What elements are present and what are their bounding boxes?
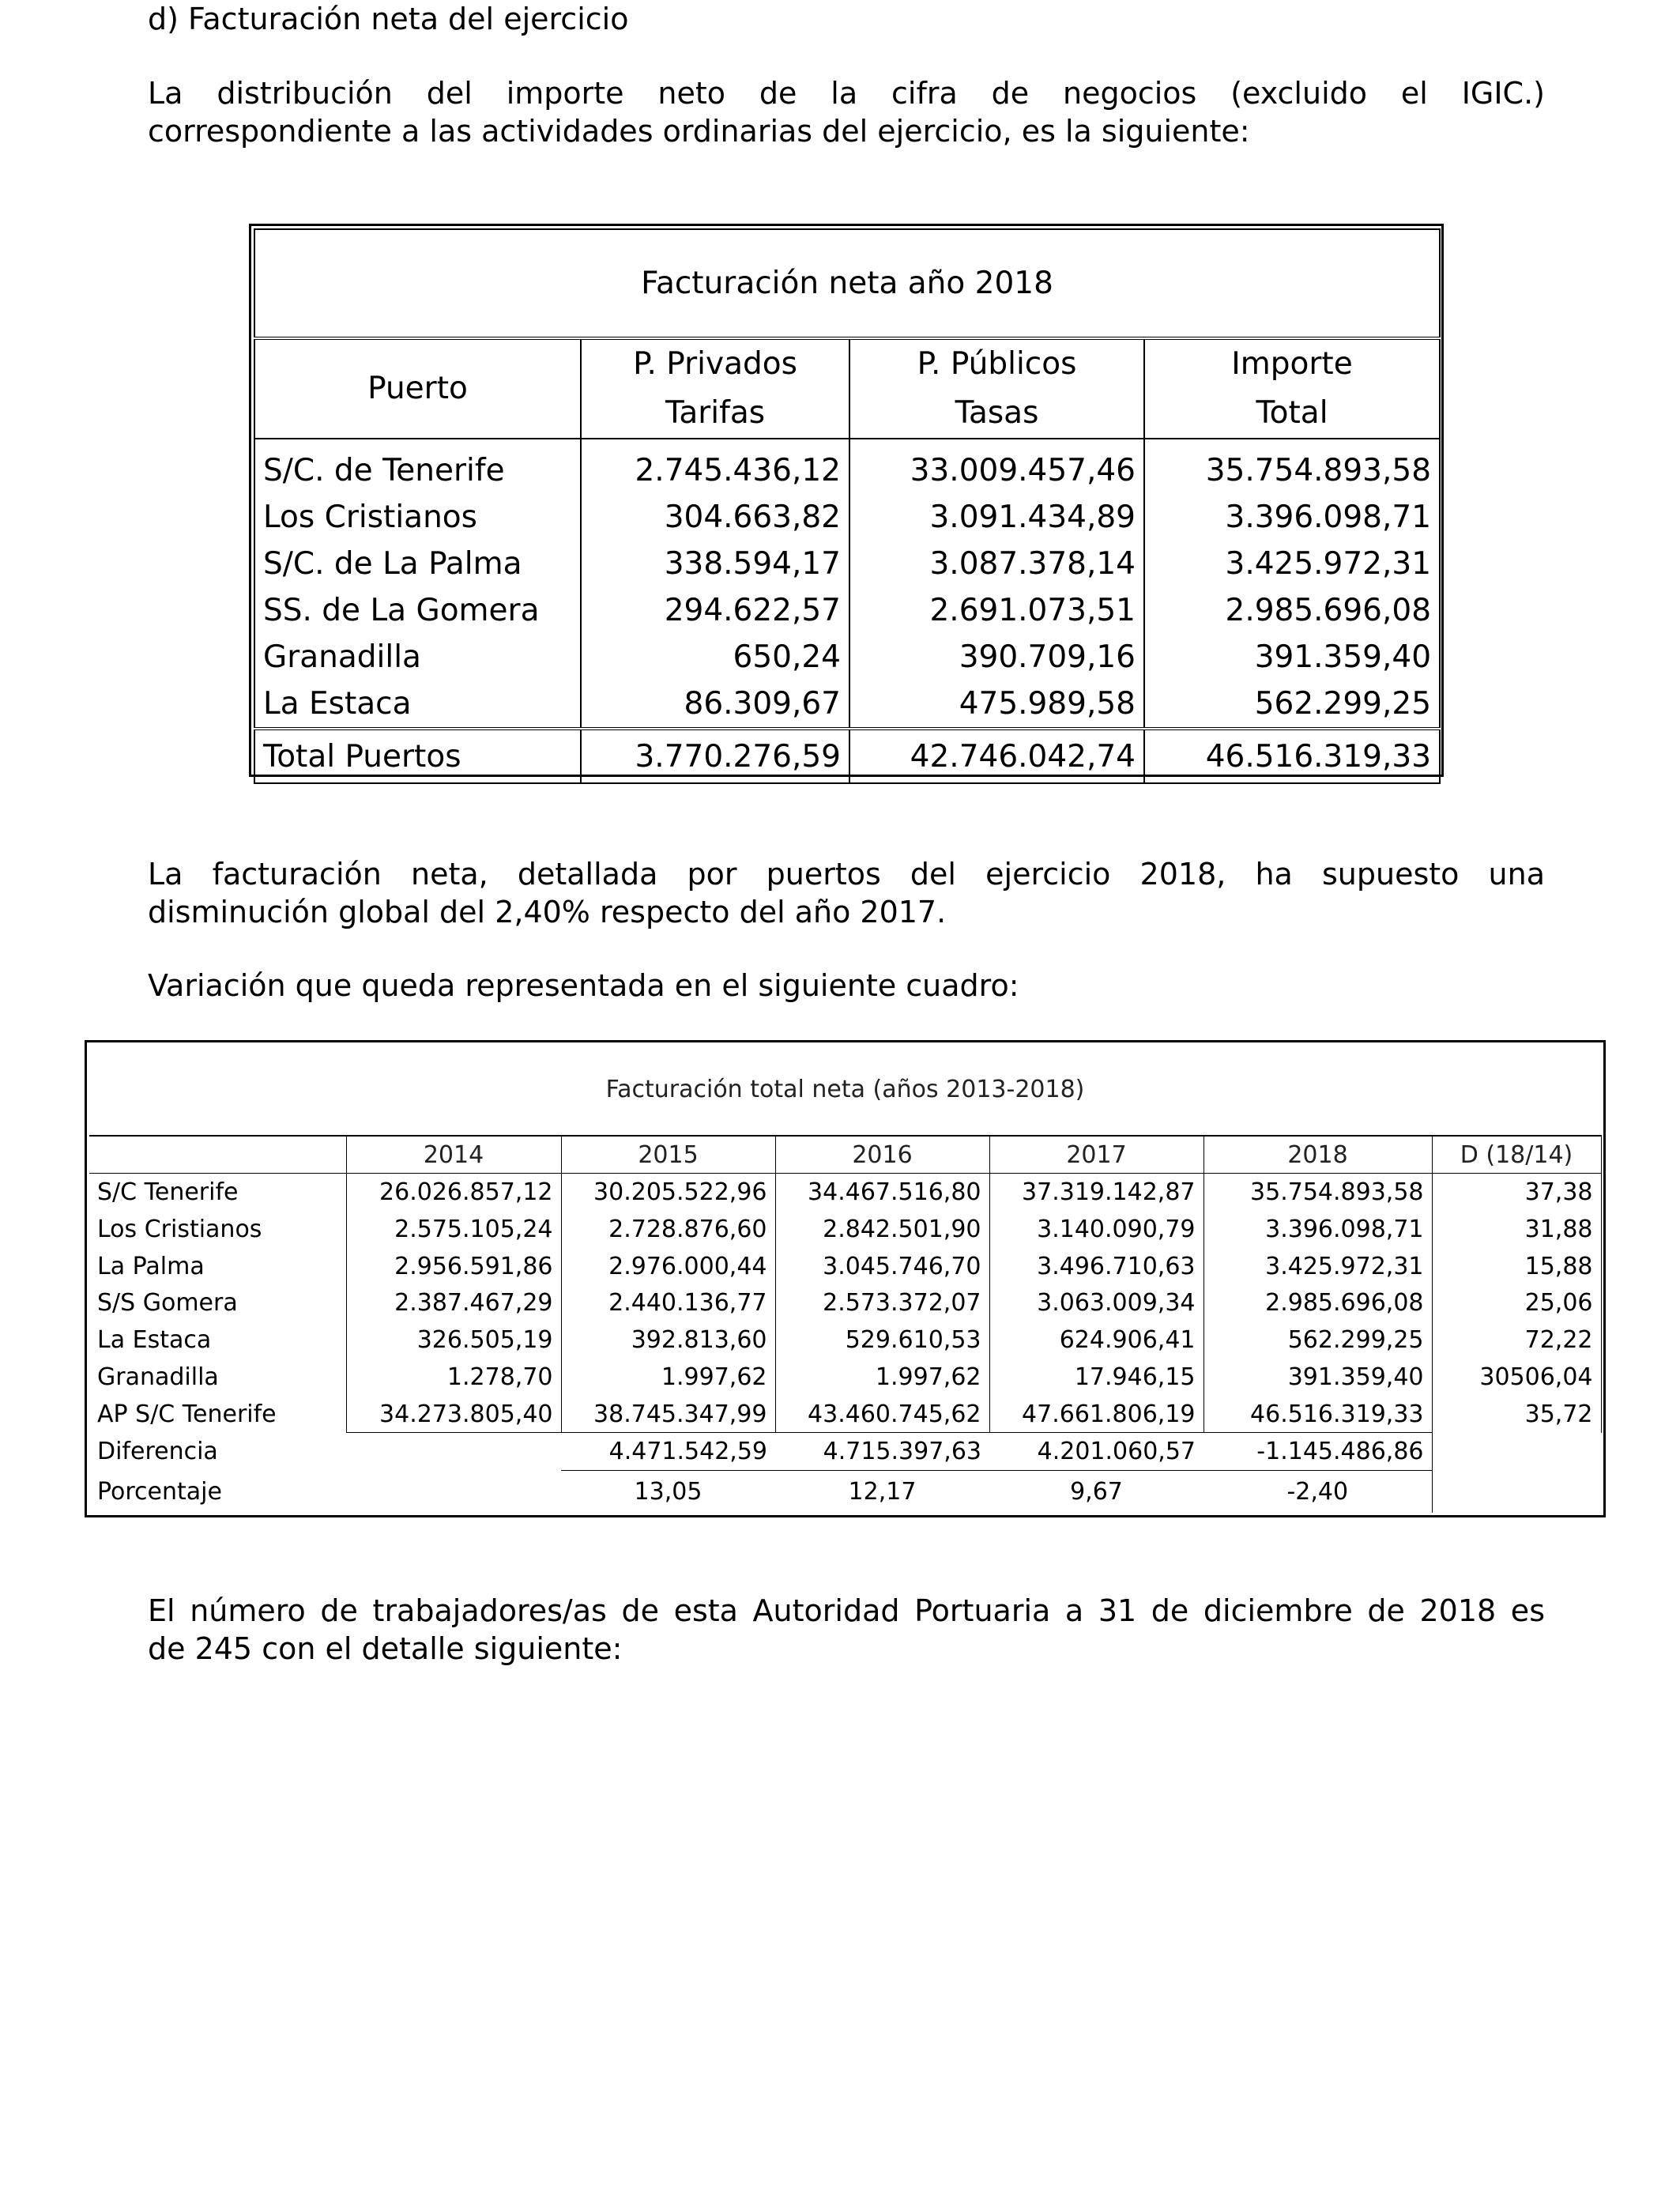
section-heading: d) Facturación neta del ejercicio: [148, 2, 629, 36]
table1-header-privados: P. Privados Tarifas: [581, 338, 849, 439]
row-label: AP S/C Tenerife: [89, 1396, 346, 1433]
table1-header-total: Importe Total: [1144, 338, 1440, 439]
total-value: 3.425.972,31: [1144, 541, 1440, 587]
table1-total-row: [254, 729, 1440, 783]
diferencia-row: [89, 1433, 1601, 1471]
cell-value: -2,40: [1286, 1478, 1349, 1506]
porcentaje-row: [89, 1471, 1601, 1513]
cell-value: 47.661.806,19: [989, 1396, 1203, 1433]
publicos-value: 3.087.378,14: [849, 541, 1144, 587]
table-row: [89, 1359, 1601, 1396]
cell-value: 12,17: [848, 1478, 917, 1506]
table2-header-blank: [89, 1136, 346, 1174]
table-row: [254, 439, 1440, 494]
cell-value: 30.205.522,96: [561, 1174, 775, 1211]
delta-header: D (18/14): [1432, 1136, 1601, 1174]
paragraph-workers-line1: El número de trabajadores/as de esta Autoridad Portuaria a 31 de diciembre de 2018 es: [148, 1593, 1545, 1628]
cell-value: 3.063.009,34: [989, 1285, 1203, 1322]
row-label: S/S Gomera: [89, 1285, 346, 1322]
cell-value: 37.319.142,87: [989, 1174, 1203, 1211]
total-value: 2.985.696,08: [1144, 587, 1440, 634]
cell-value: 43.460.745,62: [775, 1396, 989, 1433]
year-header: 2017: [989, 1136, 1203, 1174]
total-label: Total Puertos: [254, 729, 581, 783]
port-name: S/C. de La Palma: [254, 541, 581, 587]
table-row: [89, 1174, 1601, 1211]
cell-value: 2.985.696,08: [1203, 1285, 1432, 1322]
publicos-value: 2.691.073,51: [849, 587, 1144, 634]
publicos-value: 390.709,16: [849, 634, 1144, 680]
cell-value: 2.956.591,86: [346, 1248, 561, 1285]
total-value: 391.359,40: [1144, 634, 1440, 680]
year-header: 2014: [346, 1136, 561, 1174]
publicos-value: 33.009.457,46: [849, 439, 1144, 494]
cell-value: 3.425.972,31: [1203, 1248, 1432, 1285]
total-publicos: 42.746.042,74: [849, 729, 1144, 783]
table-row: [254, 494, 1440, 541]
empty-cell: [1432, 1433, 1601, 1471]
table-row: [89, 1285, 1601, 1322]
cell-value: 13,05: [634, 1478, 703, 1506]
row-label: Los Cristianos: [89, 1211, 346, 1248]
cell-value: 2.728.876,60: [561, 1211, 775, 1248]
privados-value: 86.309,67: [581, 680, 849, 729]
cell-value: 1.997,62: [775, 1359, 989, 1396]
table2-title: Facturación total neta (años 2013-2018): [89, 1045, 1601, 1136]
cell-value: 562.299,25: [1203, 1321, 1432, 1359]
privados-value: 294.622,57: [581, 587, 849, 634]
publicos-value: 3.091.434,89: [849, 494, 1144, 541]
cell-value: 9,67: [1070, 1478, 1123, 1506]
empty-cell: [346, 1471, 561, 1513]
table-row: [254, 587, 1440, 634]
port-name: SS. de La Gomera: [254, 587, 581, 634]
table-row: [254, 634, 1440, 680]
paragraph-variation: Variación que queda representada en el siguiente cuadro:: [148, 968, 1019, 1003]
intro-paragraph-line2: correspondiente a las actividades ordinarias del ejercicio, es la siguiente:: [148, 114, 1250, 149]
net-billing-2018-table: [249, 224, 1444, 777]
net-billing-2013-2018-table: [85, 1040, 1606, 1517]
cell-value: 26.026.857,12: [346, 1174, 561, 1211]
table-row: [89, 1396, 1601, 1433]
cell-value: 4.471.542,59: [561, 1433, 775, 1471]
cell-value: 72,22: [1432, 1321, 1601, 1359]
cell-value: 2.575.105,24: [346, 1211, 561, 1248]
cell-value: 15,88: [1432, 1248, 1601, 1285]
privados-value: 304.663,82: [581, 494, 849, 541]
table1-header-puerto: Puerto: [254, 338, 581, 439]
cell-value: 17.946,15: [989, 1359, 1203, 1396]
table2-header-row: [89, 1136, 1601, 1174]
year-header: 2018: [1203, 1136, 1432, 1174]
cell-value: 529.610,53: [775, 1321, 989, 1359]
cell-value: 2.440.136,77: [561, 1285, 775, 1322]
cell-value: 30506,04: [1432, 1359, 1601, 1396]
row-label: S/C Tenerife: [89, 1174, 346, 1211]
cell-value: 1.997,62: [561, 1359, 775, 1396]
cell-value: 37,38: [1432, 1174, 1601, 1211]
cell-value: 2.842.501,90: [775, 1211, 989, 1248]
cell-value: 4.715.397,63: [775, 1433, 989, 1471]
total-value: 562.299,25: [1144, 680, 1440, 729]
publicos-value: 475.989,58: [849, 680, 1144, 729]
paragraph-decrease-line2: disminución global del 2,40% respecto del año 2017.: [148, 895, 947, 929]
cell-value: 2.573.372,07: [775, 1285, 989, 1322]
cell-value: 25,06: [1432, 1285, 1601, 1322]
total-importe: 46.516.319,33: [1144, 729, 1440, 783]
cell-value: 2.976.000,44: [561, 1248, 775, 1285]
cell-value: 326.505,19: [346, 1321, 561, 1359]
cell-value: 35.754.893,58: [1203, 1174, 1432, 1211]
cell-value: 3.496.710,63: [989, 1248, 1203, 1285]
cell-value: 35,72: [1432, 1396, 1601, 1433]
row-label: La Palma: [89, 1248, 346, 1285]
port-name: Granadilla: [254, 634, 581, 680]
table-row: [89, 1321, 1601, 1359]
table-row: [89, 1248, 1601, 1285]
total-value: 35.754.893,58: [1144, 439, 1440, 494]
port-name: La Estaca: [254, 680, 581, 729]
cell-value: 2.387.467,29: [346, 1285, 561, 1322]
cell-value: 3.140.090,79: [989, 1211, 1203, 1248]
port-name: S/C. de Tenerife: [254, 439, 581, 494]
cell-value: 38.745.347,99: [561, 1396, 775, 1433]
table1-title: Facturación neta año 2018: [254, 229, 1440, 338]
year-header: 2015: [561, 1136, 775, 1174]
year-header: 2016: [775, 1136, 989, 1174]
privados-value: 2.745.436,12: [581, 439, 849, 494]
port-name: Los Cristianos: [254, 494, 581, 541]
cell-value: 3.396.098,71: [1203, 1211, 1432, 1248]
paragraph-workers-line2: de 245 con el detalle siguiente:: [148, 1631, 623, 1666]
cell-value: 392.813,60: [561, 1321, 775, 1359]
row-label: La Estaca: [89, 1321, 346, 1359]
intro-paragraph-line1: La distribución del importe neto de la cifra de negocios (excluido el IGIC.): [148, 76, 1545, 111]
cell-value: 3.045.746,70: [775, 1248, 989, 1285]
cell-value: 31,88: [1432, 1211, 1601, 1248]
privados-value: 650,24: [581, 634, 849, 680]
row-label: Diferencia: [97, 1438, 218, 1466]
cell-value: 391.359,40: [1203, 1359, 1432, 1396]
empty-cell: [1432, 1471, 1601, 1513]
table1-header-publicos: P. Públicos Tasas: [849, 338, 1144, 439]
total-value: 3.396.098,71: [1144, 494, 1440, 541]
cell-value: -1.145.486,86: [1203, 1433, 1432, 1471]
row-label: Granadilla: [89, 1359, 346, 1396]
cell-value: 1.278,70: [346, 1359, 561, 1396]
privados-value: 338.594,17: [581, 541, 849, 587]
total-privados: 3.770.276,59: [581, 729, 849, 783]
cell-value: 34.467.516,80: [775, 1174, 989, 1211]
row-label: Porcentaje: [97, 1477, 222, 1506]
cell-value: 46.516.319,33: [1203, 1396, 1432, 1433]
cell-value: 4.201.060,57: [989, 1433, 1203, 1471]
table-row: [89, 1211, 1601, 1248]
table1-header-row: [254, 338, 1440, 439]
cell-value: 624.906,41: [989, 1321, 1203, 1359]
table-row: [254, 680, 1440, 729]
empty-cell: [346, 1433, 561, 1471]
paragraph-decrease-line1: La facturación neta, detallada por puertos del ejercicio 2018, ha supuesto una: [148, 857, 1545, 892]
table-row: [254, 541, 1440, 587]
cell-value: 34.273.805,40: [346, 1396, 561, 1433]
